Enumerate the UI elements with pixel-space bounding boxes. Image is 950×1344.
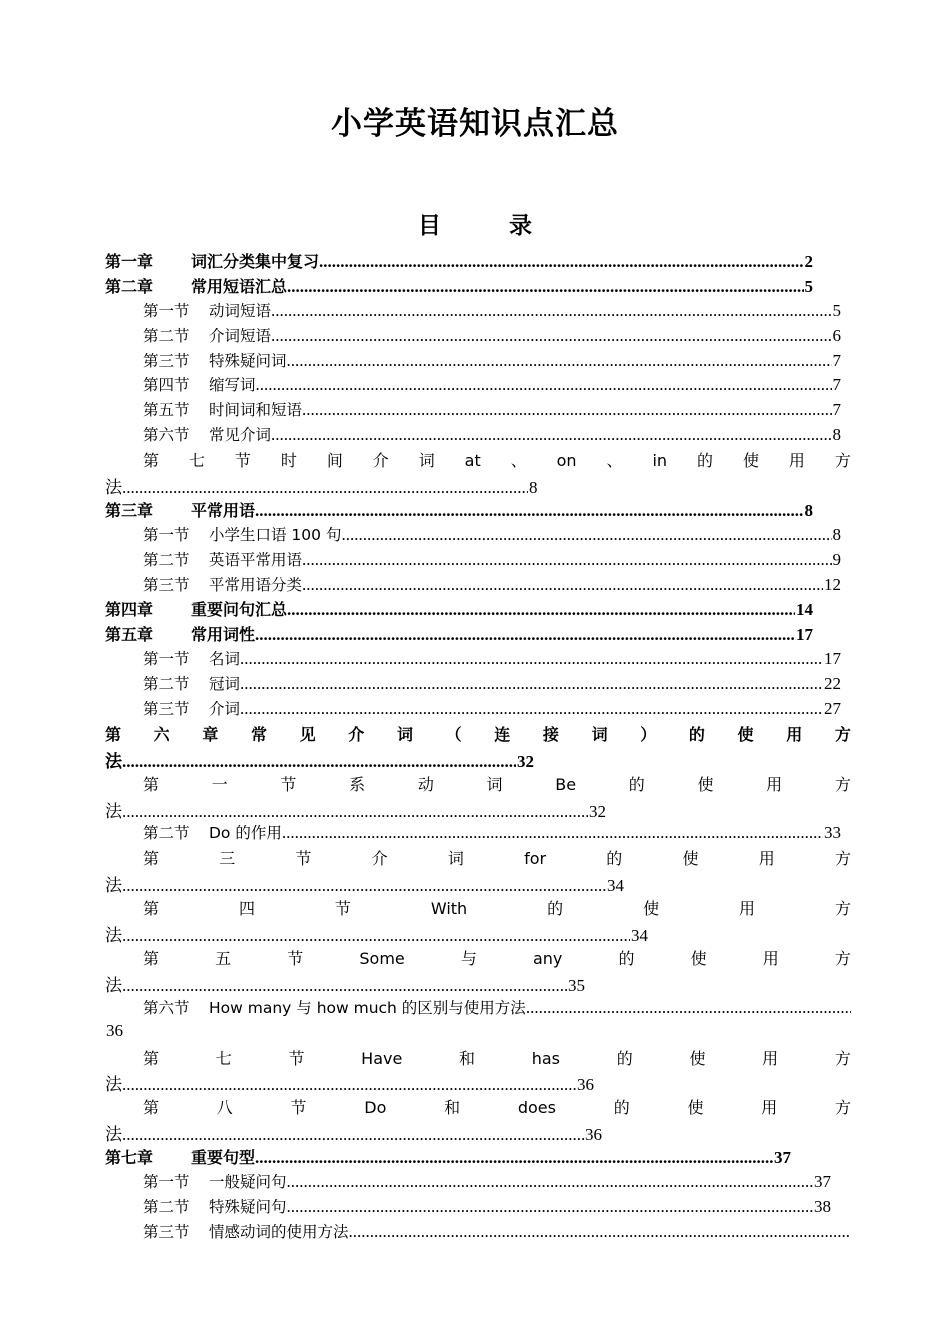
toc-section-2-2[interactable]: 第二节 介词短语 ..... 6 [105, 324, 851, 349]
toc-token: 方 [834, 724, 851, 744]
toc-chapter-4[interactable]: 第四章 重要问句汇总 ..... 14 [105, 597, 851, 622]
toc-token: has [531, 1048, 561, 1068]
toc-token: 用 [739, 899, 756, 919]
toc-token: 用 [762, 948, 779, 968]
toc-token: 的 [688, 724, 705, 744]
toc-token: 第 [105, 724, 122, 744]
toc-token: 使 [687, 1098, 704, 1118]
toc-section-6-4[interactable] [105, 896, 851, 921]
toc-section-2-1[interactable]: 第一节 动词短语 ..... 5 [105, 299, 851, 324]
toc-section-6-1-cont[interactable]: 法 ..... 32 [105, 797, 851, 822]
toc-token: 六 [153, 724, 170, 744]
toc-section-6-2[interactable]: 第二节 Do 的作用 ..... 33 [105, 821, 851, 846]
toc-token: 节 [288, 1048, 305, 1068]
toc-token: 第 [143, 849, 160, 869]
toc-token: 第 [143, 1048, 160, 1068]
toc-token: 五 [215, 948, 232, 968]
toc-section-3-1[interactable]: 第一节 小学生口语 100 句 ..... 8 [105, 523, 851, 548]
toc-token: 七 [215, 1048, 232, 1068]
toc-token: 介 [348, 724, 365, 744]
toc-token: （ [445, 724, 462, 744]
toc-token: 的 [697, 451, 714, 471]
toc-token: 介 [371, 849, 388, 869]
toc-token: 、 [606, 451, 623, 471]
toc-token: 第 [143, 948, 160, 968]
toc-section-6-6-cont[interactable]: 36 [106, 1020, 123, 1040]
toc-token: 节 [280, 774, 297, 794]
toc-token: ） [640, 724, 657, 744]
toc-section-2-6[interactable]: 第六节 常见介词 ..... 8 [105, 423, 851, 448]
toc-section-6-3-cont[interactable]: 法 ..... 34 [105, 871, 851, 896]
toc-token: 用 [761, 1098, 778, 1118]
toc-token: 用 [762, 1048, 779, 1068]
toc-chapter-3[interactable]: 第三章 平常用语 ..... 8 [105, 498, 851, 523]
toc-token: 方 [834, 899, 851, 919]
toc-section-2-4[interactable]: 第四节 缩写词 ..... 7 [105, 373, 851, 398]
toc-token: 方 [834, 1048, 851, 1068]
toc-token: for [524, 849, 547, 869]
toc-token: 节 [287, 948, 304, 968]
toc-token: 和 [444, 1098, 461, 1118]
toc-token: 的 [606, 849, 623, 869]
toc-chapter-6[interactable] [105, 722, 851, 747]
toc-token: 见 [299, 724, 316, 744]
toc-section-6-8[interactable] [105, 1095, 851, 1120]
toc-section-5-2[interactable]: 第二节 冠词 ..... 22 [105, 672, 851, 697]
toc-token: on [556, 451, 577, 471]
toc-section-6-8-cont[interactable]: 法 ..... 36 [105, 1120, 851, 1145]
toc-token: 使 [643, 899, 660, 919]
toc-token: 方 [834, 774, 851, 794]
toc-chapter-7[interactable]: 第七章 重要句型 ..... 37 [105, 1145, 851, 1170]
document-title: 小学英语知识点汇总 [331, 106, 619, 142]
toc-token: 使 [697, 774, 714, 794]
toc-token: in [652, 451, 668, 471]
toc-token: 的 [613, 1098, 630, 1118]
toc-section-6-3[interactable] [105, 846, 851, 871]
toc-chapter-6-cont[interactable]: 法 ..... 32 [105, 747, 851, 772]
toc-token: 节 [334, 899, 351, 919]
toc-token: 一 [211, 774, 228, 794]
toc-chapter-5[interactable]: 第五章 常用词性 ..... 17 [105, 622, 851, 647]
toc-token: 使 [737, 724, 754, 744]
toc-token: 用 [786, 724, 803, 744]
toc-token: 词 [486, 774, 503, 794]
toc-token: 节 [234, 451, 251, 471]
toc-section-6-5-cont[interactable]: 法 ..... 35 [105, 971, 851, 996]
toc-section-7-2[interactable]: 第二节 特殊疑问句 ..... 38 [105, 1195, 851, 1220]
toc-token: 八 [216, 1098, 233, 1118]
toc-token: 三 [219, 849, 236, 869]
toc-token: 连 [494, 724, 511, 744]
toc-token: 使 [742, 451, 759, 471]
toc-section-7-1[interactable]: 第一节 一般疑问句 ..... 37 [105, 1170, 851, 1195]
toc-token: 第 [143, 1098, 160, 1118]
toc-chapter-2[interactable]: 第二章 常用短语汇总 ..... 5 [105, 274, 851, 299]
toc-section-5-1[interactable]: 第一节 名词 ..... 17 [105, 647, 851, 672]
toc-token: 第 [143, 451, 160, 471]
toc-section-6-7-cont[interactable]: 法 ..... 36 [105, 1070, 851, 1095]
toc-token: 词 [591, 724, 608, 744]
toc-token: 的 [616, 1048, 633, 1068]
toc-token: 的 [618, 948, 635, 968]
toc-token: 用 [788, 451, 805, 471]
toc-heading: 目 录 [417, 213, 562, 239]
toc-token: 词 [418, 451, 435, 471]
toc-token: 使 [690, 948, 707, 968]
toc-token: 用 [766, 774, 783, 794]
toc-chapter-1[interactable]: 第一章 词汇分类集中复习 ..... 2 [105, 249, 851, 274]
toc-token: Be [555, 774, 577, 794]
toc-section-3-2[interactable]: 第二节 英语平常用语 ..... 9 [105, 548, 851, 573]
toc-token: 和 [459, 1048, 476, 1068]
toc-token: 动 [417, 774, 434, 794]
toc-token: 用 [758, 849, 775, 869]
toc-token: 章 [202, 724, 219, 744]
toc-token: 方 [834, 451, 851, 471]
toc-section-5-3[interactable]: 第三节 介词 ..... 27 [105, 697, 851, 722]
toc-token: 使 [689, 1048, 706, 1068]
toc-token: 接 [542, 724, 559, 744]
toc-section-6-6[interactable]: 第六节 How many 与 how much 的区别与使用方法 ..... [105, 996, 851, 1021]
toc-token: 使 [682, 849, 699, 869]
toc-section-6-4-cont[interactable]: 法 ..... 34 [105, 921, 851, 946]
toc-section-7-3[interactable]: 第三节 情感动词的使用方法 ..... [105, 1220, 851, 1245]
toc-token: 方 [834, 948, 851, 968]
toc-section-2-5[interactable]: 第五节 时间词和短语 ..... 7 [105, 398, 851, 423]
toc-section-2-7-cont[interactable]: 法 ..... 8 [105, 473, 851, 498]
toc-token: 节 [295, 849, 312, 869]
toc-token: 词 [396, 724, 413, 744]
toc-section-3-3[interactable]: 第三节 平常用语分类 ..... 12 [105, 573, 851, 598]
toc-token: 的 [628, 774, 645, 794]
toc-token: 、 [510, 451, 527, 471]
toc-section-2-3[interactable]: 第三节 特殊疑问词 ..... 7 [105, 349, 851, 374]
toc-section-6-7[interactable] [105, 1046, 851, 1071]
toc-token: 七 [188, 451, 205, 471]
toc-token: 的 [547, 899, 564, 919]
toc-token: 第 [143, 774, 160, 794]
toc-token: 词 [447, 849, 464, 869]
toc-token: any [532, 948, 563, 968]
toc-token: Have [361, 1048, 403, 1068]
toc-token: 四 [238, 899, 255, 919]
toc-token: 方 [834, 849, 851, 869]
toc-token: 与 [460, 948, 477, 968]
toc-token: Some [359, 948, 405, 968]
toc-token: 系 [349, 774, 366, 794]
toc-token: 方 [834, 1098, 851, 1118]
toc-token: 时 [280, 451, 297, 471]
toc-token: 介 [372, 451, 389, 471]
table-of-contents [105, 249, 851, 1245]
toc-token: 常 [250, 724, 267, 744]
toc-token: 节 [290, 1098, 307, 1118]
toc-section-6-5[interactable] [105, 946, 851, 971]
toc-token: 间 [326, 451, 343, 471]
toc-token: does [517, 1098, 556, 1118]
toc-section-6-1[interactable] [105, 772, 851, 797]
toc-token: at [464, 451, 481, 471]
toc-token: Do [364, 1098, 387, 1118]
toc-token: 第 [143, 899, 160, 919]
toc-token: With [430, 899, 468, 919]
toc-section-2-7[interactable] [105, 448, 851, 473]
